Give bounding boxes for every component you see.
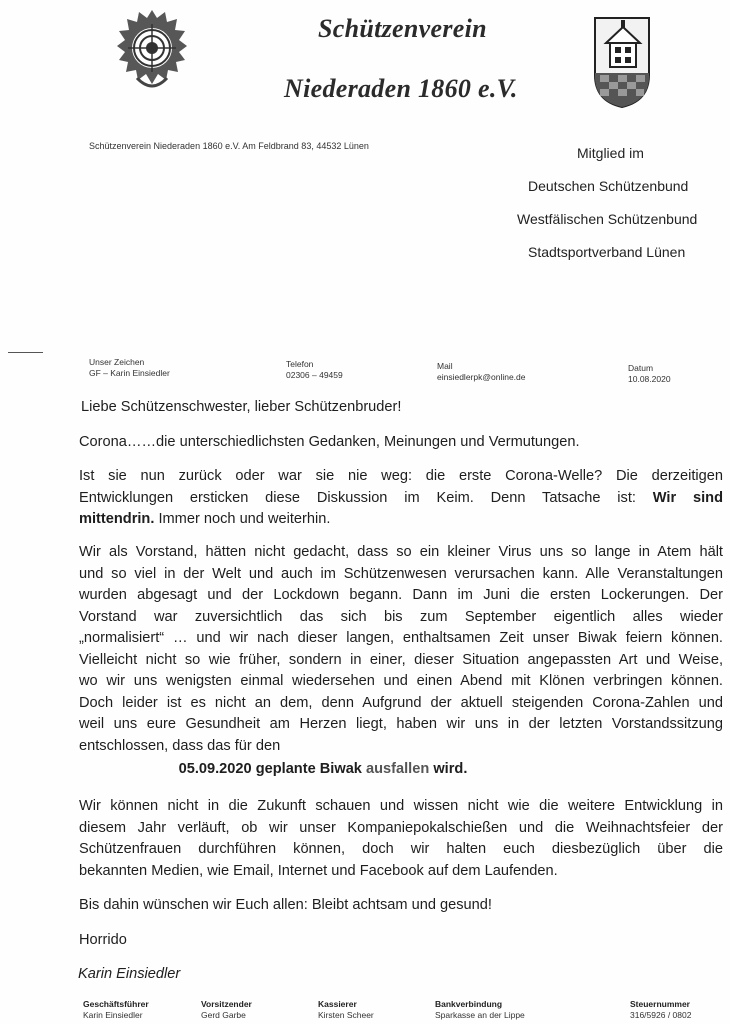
- footer-label: Geschäftsführer: [83, 999, 149, 1009]
- footer-value: Kirsten Scheer: [318, 1010, 374, 1020]
- p3-line: Schützenfrauen durchführen können, doch wir halten euch diesbezüglich über die: [79, 841, 723, 857]
- ref-telefon-label: Telefon: [286, 359, 314, 369]
- club-name: Schützenverein: [318, 14, 487, 43]
- p2-line: Vielleicht nicht so wie früher, sondern in einer, dieser Situation angepassten Art und Weise,: [79, 651, 723, 668]
- ref-zeichen-value: GF – Karin Einsiedler: [89, 368, 170, 378]
- paragraph-2: [79, 542, 723, 757]
- target-emblem-icon: [115, 6, 190, 98]
- membership-item: Stadtsportverband Lünen: [528, 244, 686, 260]
- footer-value: 316/5926 / 0802: [630, 1010, 692, 1020]
- p2-line: und so viel in der Welt und auch im Schützenwesen verursachen kann. Alle Veranstaltungen: [79, 565, 723, 582]
- paragraph-3: [79, 796, 723, 882]
- club-location: Niederaden 1860 e.V.: [284, 74, 518, 103]
- signature-name: Karin Einsiedler: [78, 966, 181, 982]
- footer-label: Kassierer: [318, 999, 357, 1009]
- salute: Horrido: [79, 932, 127, 948]
- fold-mark: [8, 352, 43, 353]
- cancellation-notice: 05.09.2020 geplante Biwak ausfallen wird.: [178, 761, 468, 777]
- ref-datum-value: 10.08.2020: [628, 374, 671, 384]
- footer-value: Gerd Garbe: [201, 1010, 246, 1020]
- membership-item: Deutschen Schützenbund: [528, 178, 689, 194]
- footer-label: Bankverbindung: [435, 999, 503, 1009]
- p2-last-line: entschlossen, dass das für den: [79, 737, 281, 754]
- sender-address: Schützenverein Niederaden 1860 e.V. Am Feldbrand 83, 44532 Lünen: [89, 141, 369, 151]
- ref-datum-label: Datum: [628, 363, 654, 373]
- p1-line-2: Entwicklungen ersticken diese Diskussion im Keim. Denn Tatsache ist: Wir sind: [79, 489, 723, 506]
- p2-line: Wir als Vorstand, hätten nicht gedacht, dass so ein kleiner Virus uns so lange in Atem hält: [79, 544, 723, 560]
- coat-of-arms-icon: [592, 15, 652, 109]
- ref-mail-value: einsiedlerpk@online.de: [437, 372, 526, 382]
- p1-line-3: mittendrin. Immer noch und weiterhin.: [79, 511, 331, 527]
- p1-line-1: Ist sie nun zurück oder war sie nie weg: die erste Corona-Welle? Die derzeitigen: [79, 468, 723, 484]
- greeting: Liebe Schützenschwester, lieber Schützenbruder!: [81, 399, 402, 415]
- footer-value: Karin Einsiedler: [83, 1010, 143, 1020]
- p3-last-line: bekannten Medien, wie Email, Internet und Facebook auf dem Laufenden.: [79, 862, 558, 879]
- p2-line: Vorstand war zuversichtlich das sich bis zum September eigentlich alles wieder: [79, 608, 723, 625]
- footer-value: Sparkasse an der Lippe: [435, 1010, 525, 1020]
- ref-zeichen-label: Unser Zeichen: [89, 357, 145, 367]
- p3-line: diesem Jahr verläuft, ob wir unser Kompaniepokalschießen und die Weihnachtsfeier der: [79, 819, 723, 836]
- p2-line: weil uns eure Gesundheit am Herzen liegt, haben wir uns in der letzten Vorstandssitzung: [79, 716, 723, 732]
- membership-title: Mitglied im: [577, 145, 644, 161]
- p2-line: Doch leider ist es nicht an dem, denn Aufgrund der aktuell steigenden Corona-Zahlen und: [79, 694, 723, 711]
- p2-line: „normalisiert“ … und wir nach dieser langen, enthaltsamen Zeit unser Biwak feiern können.: [79, 630, 723, 646]
- club-emblem-logo: [115, 6, 190, 98]
- p2-line: wurden abgesagt und der Lockdown begann. Dann im Juni die ersten Lockerungen. Der: [79, 587, 723, 603]
- paragraph-1: [79, 466, 723, 531]
- p3-line: Wir können nicht in die Zukunft schauen und wissen nicht wie die weitere Entwicklung in: [79, 798, 723, 814]
- coat-of-arms-logo: [592, 15, 652, 109]
- membership-item: Westfälischen Schützenbund: [517, 211, 698, 227]
- footer-label: Vorsitzender: [201, 999, 252, 1009]
- ref-telefon-value: 02306 – 49459: [286, 370, 343, 380]
- footer-label: Steuernummer: [630, 999, 690, 1009]
- closing-line: Bis dahin wünschen wir Euch allen: Bleibt achtsam und gesund!: [79, 897, 492, 913]
- ref-mail-label: Mail: [437, 361, 453, 371]
- intro-line: Corona……die unterschiedlichsten Gedanken, Meinungen und Vermutungen.: [79, 434, 580, 450]
- p2-line: wo wir uns wenigsten einmal wiedersehen und einen Abend mit Klönen verbringen können.: [79, 673, 723, 689]
